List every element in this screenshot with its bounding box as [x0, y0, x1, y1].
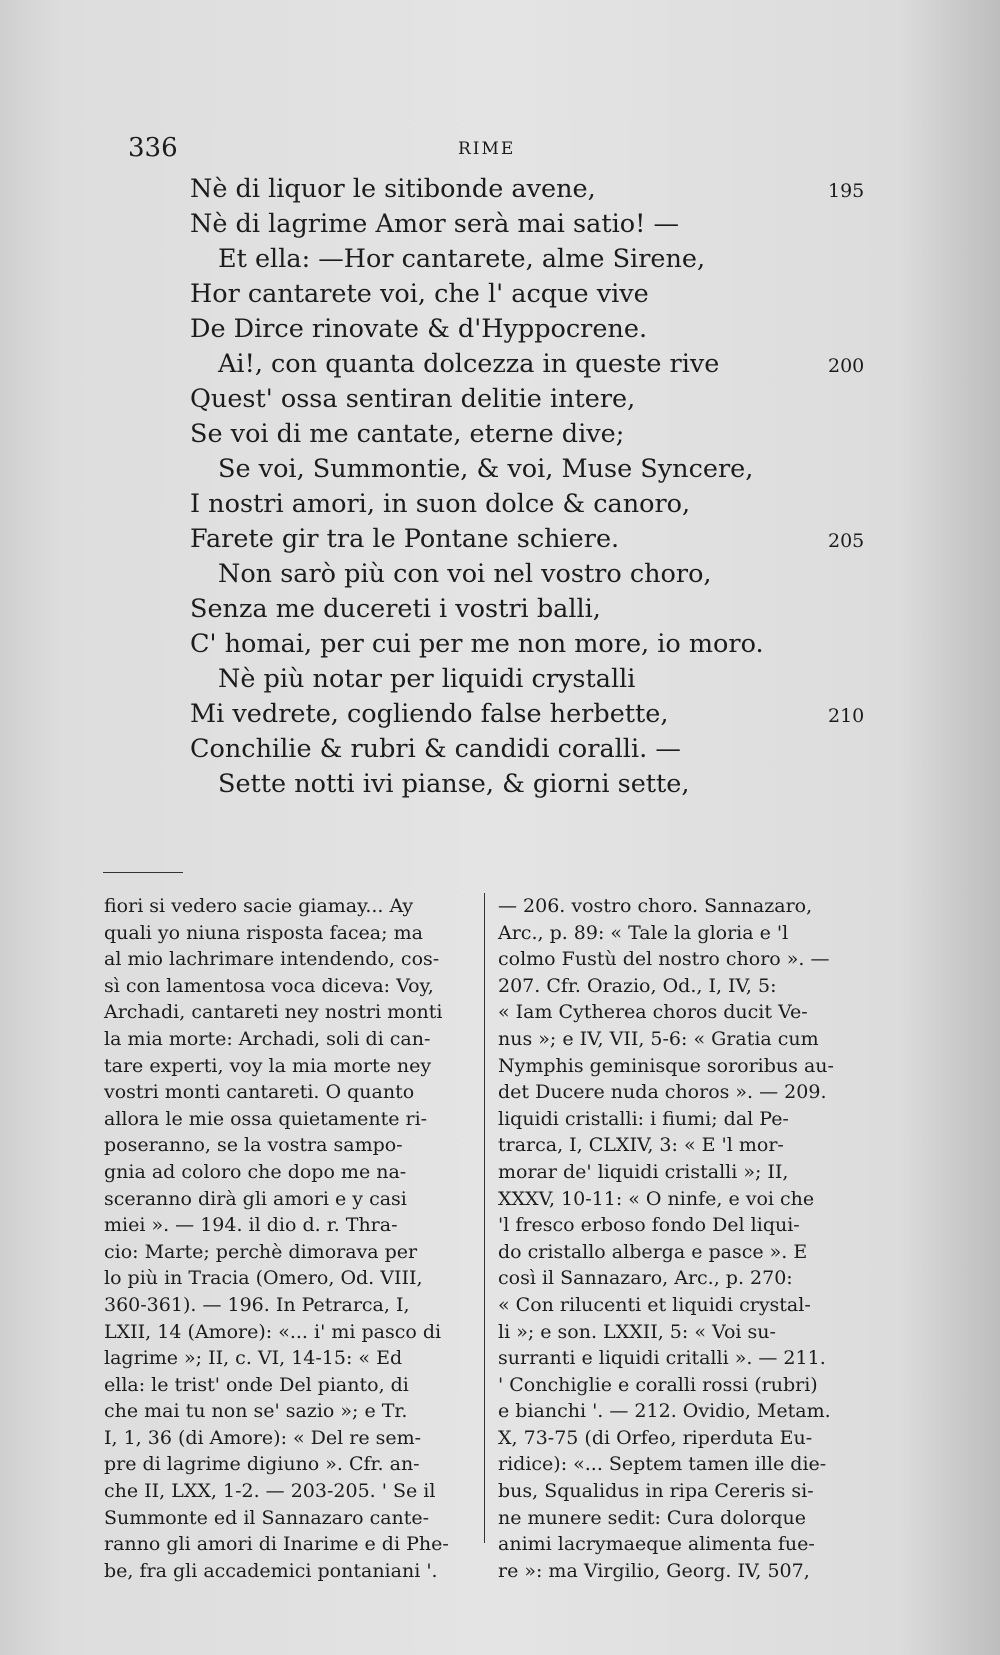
note-line: quali yo niuna risposta facea; ma: [104, 921, 423, 944]
note-line: tare experti, voy la mia morte ney: [104, 1054, 432, 1077]
verse-text: Nè più notar per liquidi crystalli: [218, 664, 636, 694]
note-line: sì con lamentosa voca diceva: Voy,: [104, 974, 434, 997]
note-line: — 206. vostro choro. Sannazaro,: [498, 895, 813, 917]
verse-text: Ai!, con quanta dolcezza in queste rive: [218, 349, 720, 379]
note-line: bus, Squalidus in ripa Cereris si-: [498, 1480, 814, 1503]
verse-text: I nostri amori, in suon dolce & canoro,: [190, 489, 691, 519]
verse-text: De Dirce rinovate & d'Hyppocrene.: [190, 314, 648, 344]
verse-line: [128, 767, 888, 802]
note-line: be, fra gli accademici pontaniani '.: [104, 1559, 438, 1582]
notes-right-column: [498, 893, 878, 1584]
note-line: LXII, 14 (Amore): «... i' mi pasco di: [104, 1320, 442, 1343]
note-line: liquidi cristalli: i fiumi; dal Pe-: [498, 1107, 789, 1130]
verse-text: Hor cantarete voi, che l' acque vive: [190, 279, 649, 309]
page-number: 336: [128, 133, 178, 163]
verse-line: [128, 172, 888, 207]
verse-block: [128, 172, 888, 802]
note-line: det Ducere nuda choros ». — 209.: [498, 1081, 827, 1104]
verse-text: Quest' ossa sentiran delitie intere,: [190, 384, 636, 414]
note-line: Arc., p. 89: « Tale la gloria e 'l: [498, 921, 789, 944]
note-line: li »; e son. LXXII, 5: « Voi su-: [498, 1320, 776, 1343]
verse-text: Se voi, Summontie, & voi, Muse Syncere,: [218, 454, 754, 484]
note-line: nus »; e IV, VII, 5-6: « Gratia cum: [498, 1027, 819, 1050]
note-line: che II, LXX, 1-2. — 203-205. ' Se il: [104, 1480, 436, 1503]
column-divider: [484, 893, 485, 1543]
note-line: e bianchi '. — 212. Ovidio, Metam.: [498, 1400, 831, 1423]
note-line: surranti e liquidi critalli ». — 211.: [498, 1347, 826, 1370]
note-line: ridice): «... Septem tamen ille die-: [498, 1453, 827, 1476]
running-head: RIME: [458, 139, 516, 159]
note-line: pre di lagrime digiuno ». Cfr. an-: [104, 1453, 420, 1476]
note-line: re »: ma Virgilio, Georg. IV, 507,: [498, 1559, 810, 1582]
note-line: 360-361). — 196. In Petrarca, I,: [104, 1293, 410, 1316]
verse-text: Se voi di me cantate, eterne dive;: [190, 419, 625, 449]
note-line: 207. Cfr. Orazio, Od., I, IV, 5:: [498, 974, 777, 997]
line-number: 200: [828, 355, 865, 377]
note-line: lagrime »; II, c. VI, 14-15: « Ed: [104, 1347, 403, 1370]
note-line: X, 73-75 (di Orfeo, riperduta Eu-: [498, 1426, 813, 1449]
verse-text: Mi vedrete, cogliendo false herbette,: [190, 699, 669, 729]
note-line: Archadi, cantareti ney nostri monti: [104, 1001, 443, 1024]
note-line: do cristallo alberga e pasce ». E: [498, 1240, 808, 1263]
verse-line: [128, 732, 888, 767]
note-line: fiori si vedero sacie giamay... Ay: [104, 895, 414, 917]
note-line: I, 1, 36 (di Amore): « Del re sem-: [104, 1426, 422, 1449]
footnote-rule: [103, 872, 183, 873]
note-line: la mia morte: Archadi, soli di can-: [104, 1027, 431, 1050]
verse-line: [128, 347, 888, 382]
note-line: che mai tu non se' sazio »; e Tr.: [104, 1400, 408, 1423]
note-line: ne munere sedit: Cura dolorque: [498, 1506, 806, 1529]
verse-line: [128, 312, 888, 347]
note-line: poseranno, se la vostra sampo-: [104, 1134, 403, 1157]
note-line: 'l fresco erboso fondo Del liqui-: [498, 1214, 800, 1237]
verse-line: [128, 522, 888, 557]
verse-text: Et ella: —Hor cantarete, alme Sirene,: [218, 244, 706, 274]
verse-text: Sette notti ivi pianse, & giorni sette,: [218, 769, 690, 799]
notes-left-column: [104, 893, 474, 1584]
verse-line: [128, 452, 888, 487]
note-line: Summonte ed il Sannazaro cante-: [104, 1506, 430, 1529]
verse-line: [128, 277, 888, 312]
line-number: 205: [828, 530, 865, 552]
note-line: XXXV, 10-11: « O ninfe, e voi che: [498, 1187, 815, 1210]
note-line: animi lacrymaeque alimenta fue-: [498, 1533, 815, 1556]
note-line: vostri monti cantareti. O quanto: [104, 1081, 415, 1104]
verse-line: [128, 242, 888, 277]
note-line: gnia ad coloro che dopo me na-: [104, 1160, 407, 1183]
note-line: « Iam Cytherea choros ducit Ve-: [498, 1001, 808, 1024]
note-line: ranno gli amori di Inarime e di Phe-: [104, 1533, 449, 1556]
page-header: [128, 133, 868, 169]
note-line: morar de' liquidi cristalli »; II,: [498, 1160, 789, 1183]
note-line: trarca, I, CLXIV, 3: « E 'l mor-: [498, 1134, 784, 1157]
note-line: Nymphis geminisque sororibus au-: [498, 1054, 834, 1077]
note-line: « Con rilucenti et liquidi crystal-: [498, 1293, 811, 1316]
note-line: colmo Fustù del nostro choro ». —: [498, 948, 830, 971]
verse-text: Nè di liquor le sitibonde avene,: [190, 174, 596, 204]
verse-line: [128, 417, 888, 452]
verse-line: [128, 662, 888, 697]
note-line: sceranno dirà gli amori e y casi: [104, 1187, 407, 1210]
note-line: ' Conchiglie e coralli rossi (rubri): [498, 1373, 818, 1396]
verse-line: [128, 697, 888, 732]
verse-text: Farete gir tra le Pontane schiere.: [190, 524, 620, 554]
verse-line: [128, 592, 888, 627]
verse-line: [128, 487, 888, 522]
note-line: lo più in Tracia (Omero, Od. VIII,: [104, 1267, 423, 1290]
note-line: così il Sannazaro, Arc., p. 270:: [498, 1267, 793, 1290]
note-line: miei ». — 194. il dio d. r. Thra-: [104, 1214, 398, 1237]
verse-text: C' homai, per cui per me non more, io moro.: [190, 629, 764, 659]
note-line: allora le mie ossa quietamente ri-: [104, 1107, 428, 1130]
note-line: ella: le trist' onde Del pianto, di: [104, 1373, 409, 1396]
verse-text: Conchilie & rubri & candidi coralli. —: [190, 734, 681, 764]
verse-text: Senza me ducereti i vostri balli,: [190, 594, 601, 624]
note-line: cio: Marte; perchè dimorava per: [104, 1240, 418, 1263]
line-number: 210: [828, 705, 865, 727]
note-line: al mio lachrimare intendendo, cos-: [104, 948, 440, 971]
verse-line: [128, 382, 888, 417]
line-number: 195: [828, 180, 865, 202]
verse-line: [128, 557, 888, 592]
verse-text: Nè di lagrime Amor serà mai satio! —: [190, 209, 679, 239]
verse-line: [128, 207, 888, 242]
verse-line: [128, 627, 888, 662]
verse-text: Non sarò più con voi nel vostro choro,: [218, 559, 712, 589]
